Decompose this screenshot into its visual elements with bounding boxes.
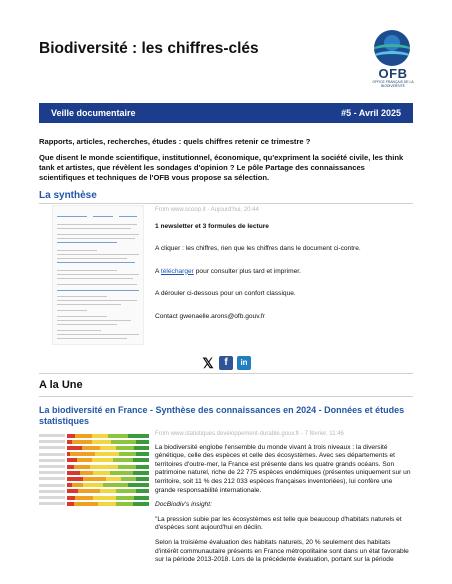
synthese-source: From www.scoop.it - Aujourd'hui, 20:44 (155, 207, 259, 213)
chart-row-label (39, 446, 65, 449)
chart-bar-segment (98, 502, 116, 506)
chart-bar-segment (136, 477, 149, 481)
synthese-contact: Contact gwenaelle.arons@ofb.gouv.fr (155, 312, 265, 320)
banner-label: Veille documentaire (51, 108, 136, 118)
chart-row-label (39, 477, 65, 480)
chart-bar (67, 471, 149, 475)
chart-row-label (39, 484, 65, 487)
chart-bar-segment (119, 452, 135, 456)
chart-bar-segment (67, 471, 80, 475)
chart-row-label (39, 440, 65, 443)
chart-bar-segment (118, 465, 136, 469)
chart-bar-segment (67, 489, 78, 493)
article-paragraph: "La pression subie par les écosystèmes est telle que beaucoup d'habitats naturels et d'espèces sont aujourd'hui en déclin. (155, 515, 402, 532)
chart-bar-segment (108, 434, 129, 438)
chart-bar-segment (78, 489, 99, 493)
chart-bar-segment (134, 446, 149, 450)
chart-bar-segment (136, 465, 149, 469)
intro-question: Rapports, articles, recherches, études : quels chiffres retenir ce trimestre ? (39, 137, 311, 146)
chart-bar-segment (75, 434, 91, 438)
chart-bar-segment (136, 489, 149, 493)
synthese-click-text: A cliquer : les chiffres, rien que les chiffres dans le document ci-contre. (155, 245, 361, 252)
ofb-logo-text: OFB (378, 66, 408, 81)
issue-number: #5 - Avril 2025 (341, 108, 401, 118)
chart-bar-segment (82, 446, 100, 450)
chart-bar-segment (75, 496, 93, 500)
chart-bar-segment (103, 483, 128, 487)
linkedin-icon: in (240, 358, 248, 367)
chart-bar-segment (116, 496, 134, 500)
chart-bar-segment (95, 452, 120, 456)
article-paragraph: Selon la troisième évaluation des habitats naturels, 20 % seulement des habitats d'intérêt communautaire présents en France métropolitaine sont dans un état favorable sur la période 2013-2018. Lors de la précédente évaluation, portant sur la période (155, 538, 409, 564)
newsletter-header (0, 0, 452, 100)
linkedin-share-button[interactable] (237, 356, 251, 370)
chart-bar-segment (74, 502, 99, 506)
page-title: Biodiversité : les chiffres-clés (39, 40, 259, 57)
x-share-button[interactable] (201, 356, 215, 370)
synthese-document-thumbnail[interactable] (52, 205, 144, 345)
chart-bar-segment (67, 434, 75, 438)
facebook-icon: f (224, 357, 228, 368)
chart-row-label (39, 453, 65, 456)
download-link[interactable]: télécharger (160, 267, 194, 275)
chart-bar-segment (92, 440, 112, 444)
chart-bar (67, 496, 149, 500)
synthese-content (155, 206, 413, 335)
chart-row-label (39, 471, 65, 474)
article-insight-label: DocBiodiv's insight: (155, 501, 212, 509)
section-divider (39, 396, 413, 397)
chart-row-label (39, 434, 65, 437)
chart-bar-segment (72, 440, 92, 444)
chart-bar-segment (133, 502, 149, 506)
synthese-headline: 1 newsletter et 3 formules de lecture (155, 222, 269, 230)
chart-row-label (39, 459, 65, 462)
chart-bar-segment (128, 483, 149, 487)
chart-row-label (39, 496, 65, 499)
chart-bar-segment (72, 483, 83, 487)
chart-bar-segment (70, 452, 95, 456)
chart-bar-segment (93, 471, 109, 475)
chart-bar-segment (121, 477, 136, 481)
chart-bar-segment (80, 471, 93, 475)
chart-bar-segment (92, 434, 108, 438)
chart-bar-segment (83, 477, 106, 481)
chart-bar-segment (67, 458, 77, 462)
chart-bar-segment (133, 471, 149, 475)
article-content (155, 430, 413, 571)
chart-row-label (39, 465, 65, 468)
x-icon: 𝕏 (202, 355, 214, 371)
article-source: From www.statistiques.developpement-durable.gouv.fr - 7 février, 11:46 (155, 431, 344, 437)
chart-bar (67, 477, 149, 481)
chart-bar-segment (92, 458, 113, 462)
chart-bar-segment (110, 471, 133, 475)
chart-bar-segment (100, 489, 116, 493)
chart-bar (67, 434, 149, 438)
synthese-download-text: A télécharger pour consulter plus tard et imprimer. (155, 267, 301, 275)
chart-bar (67, 452, 149, 456)
chart-row-label (39, 502, 65, 505)
chart-bar-segment (67, 446, 82, 450)
chart-bar (67, 502, 149, 506)
chart-bar (67, 483, 149, 487)
chart-bar-segment (136, 440, 149, 444)
chart-bar-segment (116, 446, 134, 450)
chart-bar-segment (100, 446, 116, 450)
synthese-scroll-text: A dérouler ci-dessous pour un confort classique. (155, 290, 296, 297)
chart-bar-segment (116, 502, 132, 506)
facebook-share-button[interactable] (219, 356, 233, 370)
section-title-une: A la Une (39, 379, 83, 391)
chart-bar-segment (128, 434, 149, 438)
ofb-logo (370, 30, 416, 88)
chart-bar-segment (136, 452, 149, 456)
article-paragraph: La biodiversité englobe l'ensemble du monde vivant à trois niveaux : la diversité génétique, celle des espèces et celle des écosystèmes. Avec ses départements et territoires d'outre-mer, la France est présente dans les quatre grands océans. Son patrimoine naturel, riche de 22 775 espèces endémiques (présentes uniquement sur un territoire, soit 11 % des 212 033 espèces françaises inventoriées), lui confère une grande responsabilité internationale. (155, 443, 411, 494)
chart-bar-segment (90, 465, 118, 469)
chart-row-label (39, 490, 65, 493)
section-divider (39, 373, 413, 374)
article-title-link[interactable]: La biodiversité en France - Synthèse des connaissances en 2024 - Données et études statistiques (39, 405, 405, 426)
chart-bar-segment (74, 465, 90, 469)
issue-banner (39, 103, 413, 123)
chart-bar (67, 465, 149, 469)
chart-bar (67, 458, 149, 462)
chart-bar (67, 489, 149, 493)
section-divider (39, 203, 413, 204)
article-thumbnail-chart[interactable] (39, 432, 151, 510)
chart-bar (67, 446, 149, 450)
chart-bar-segment (67, 477, 83, 481)
chart-bar-segment (113, 458, 133, 462)
section-title-synthese: La synthèse (39, 190, 97, 201)
ofb-logo-emblem (374, 30, 410, 66)
ofb-logo-subtitle: OFFICE FRANÇAIS DE LA BIODIVERSITÉ (372, 80, 414, 88)
intro-paragraph: Que disent le monde scientifique, institutionnel, économique, qu'expriment la société civile, les think tank et artistes, que révèlent les sondages d'opinion ? Le pôle Partage des connaissances scientifiques et techniques de l'OFB vous propose sa sélection. (39, 153, 404, 182)
chart-bar-segment (134, 496, 149, 500)
chart-bar-segment (106, 477, 121, 481)
chart-bar-segment (83, 483, 103, 487)
chart-bar-segment (133, 458, 149, 462)
chart-bar-segment (116, 489, 136, 493)
chart-bar (67, 440, 149, 444)
chart-bar-segment (93, 496, 116, 500)
chart-bar-segment (77, 458, 92, 462)
chart-bar-segment (111, 440, 136, 444)
chart-bar-segment (67, 496, 75, 500)
